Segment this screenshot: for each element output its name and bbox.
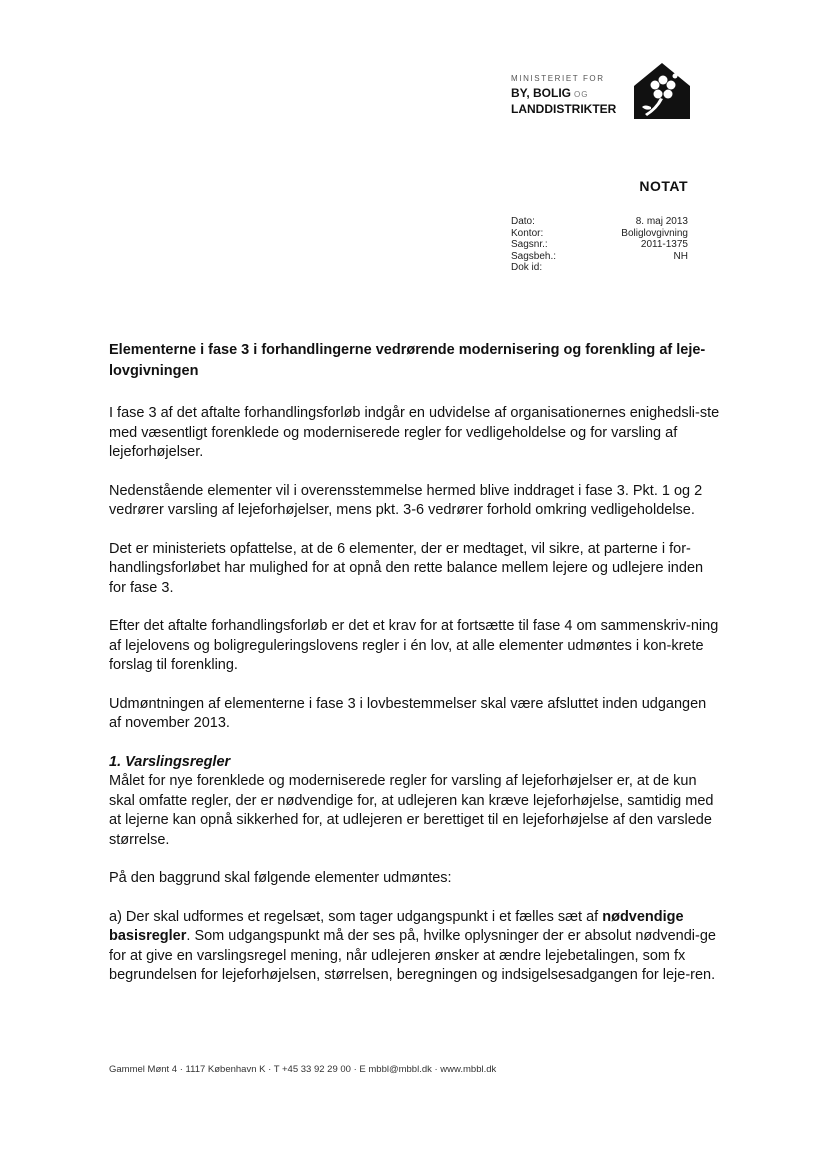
- item-a-text-cont: . Som udgangspunkt må der ses på, hvilke oplysninger der er absolut nødvendi-ge for at give en varslingsregel mening, når udlejeren ønsker at ændre lejebetalingen, som fx begrundelsen for lejeforhøjelsen, størrelsen, beregningen og indsigelsesadgangen for leje-ren.: [109, 928, 716, 983]
- meta-row-office: [511, 228, 688, 240]
- page-footer: Gammel Mønt 4 · 1117 København K · T +45 33 92 29 00 · E mbbl@mbbl.dk · www.mbbl.dk: [109, 1064, 497, 1075]
- doc-type-label: NOTAT: [639, 178, 688, 194]
- meta-label: Kontor:: [511, 227, 544, 239]
- document-title: Elementerne i fase 3 i forhandlingerne vedrørende modernisering og forenkling af leje-lovgivningen: [109, 342, 706, 379]
- meta-table: [511, 216, 688, 274]
- logo-text: [511, 72, 616, 116]
- paragraph: Det er ministeriets opfattelse, at de 6 elementer, der er medtaget, vil sikre, at parterne i for-handlingsforløbet har mulighed for at opnå den rette balance mellem lejere og udlejere inden for fase 3.: [109, 540, 704, 596]
- meta-row-case-handler: [511, 251, 688, 263]
- list-item-a: [109, 908, 721, 986]
- logo-line-2-text: BY, BOLIG: [511, 86, 572, 100]
- logo-line-2: [511, 86, 616, 102]
- paragraph: Udmøntningen af elementerne i fase 3 i lovbestemmelser skal være afsluttet inden udgangen af november 2013.: [109, 695, 707, 731]
- meta-label: Sagsbeh.:: [511, 250, 557, 262]
- ministry-logo: [511, 62, 691, 122]
- meta-value: Boliglovgivning: [621, 227, 688, 239]
- logo-line-1: MINISTERIET FOR: [511, 74, 605, 83]
- paragraph: I fase 3 af det aftalte forhandlingsforløb indgår en udvidelse af organisationernes enighedsli-ste med væsentligt forenklede og moderniserede regler for vedligeholdelse og for varsling af lejeforhøjelser.: [109, 405, 720, 460]
- meta-row-date: [511, 216, 688, 228]
- logo-og: OG: [574, 90, 589, 99]
- meta-label: Dato:: [511, 216, 535, 227]
- item-a-emphasis: nødvendige basisregler: [109, 908, 684, 944]
- meta-label: Dok id:: [511, 262, 543, 273]
- logo-line-3: LANDDISTRIKTER: [511, 102, 617, 116]
- house-flower-icon: [633, 62, 691, 120]
- item-a-text: a) Der skal udformes et regelsæt, som tager udgangspunkt i et fælles sæt af: [109, 908, 603, 925]
- paragraph: På den baggrund skal følgende elementer udmøntes:: [109, 870, 452, 886]
- paragraph: Efter det aftalte forhandlingsforløb er det et krav for at fortsætte til fase 4 om sammenskriv-ning af lejelovens og boligreguleringslovens regler i én lov, at alle elementer udmøntes i kon-krete forslag til forenkling.: [109, 618, 719, 673]
- meta-value: 2011-1375: [640, 239, 688, 250]
- meta-row-case-number: [511, 239, 688, 251]
- meta-value: NH: [673, 250, 688, 262]
- meta-row-doc-id: [511, 262, 688, 274]
- meta-value: 8. maj 2013: [635, 216, 688, 227]
- document-body: [109, 340, 721, 986]
- meta-label: Sagsnr.:: [511, 239, 548, 250]
- paragraph: Nedenstående elementer vil i overensstemmelse hermed blive inddraget i fase 3. Pkt. 1 og 2 vedrører varsling af lejeforhøjelser, mens pkt. 3-6 vedrører forhold omkring vedligeholdelse.: [109, 482, 703, 518]
- paragraph: Målet for nye forenklede og moderniserede regler for varsling af lejeforhøjelser er, at de kun skal omfatte regler, der er nødvendige for, at udlejeren kan kræve lejeforhøjelse, samtidig med at lejerne kan opnå sikkerhed for, at udlejeren er berettiget til en lejeforhøjelse af den varslede størrelse.: [109, 773, 714, 848]
- section-heading: 1. Varslingsregler: [109, 753, 231, 770]
